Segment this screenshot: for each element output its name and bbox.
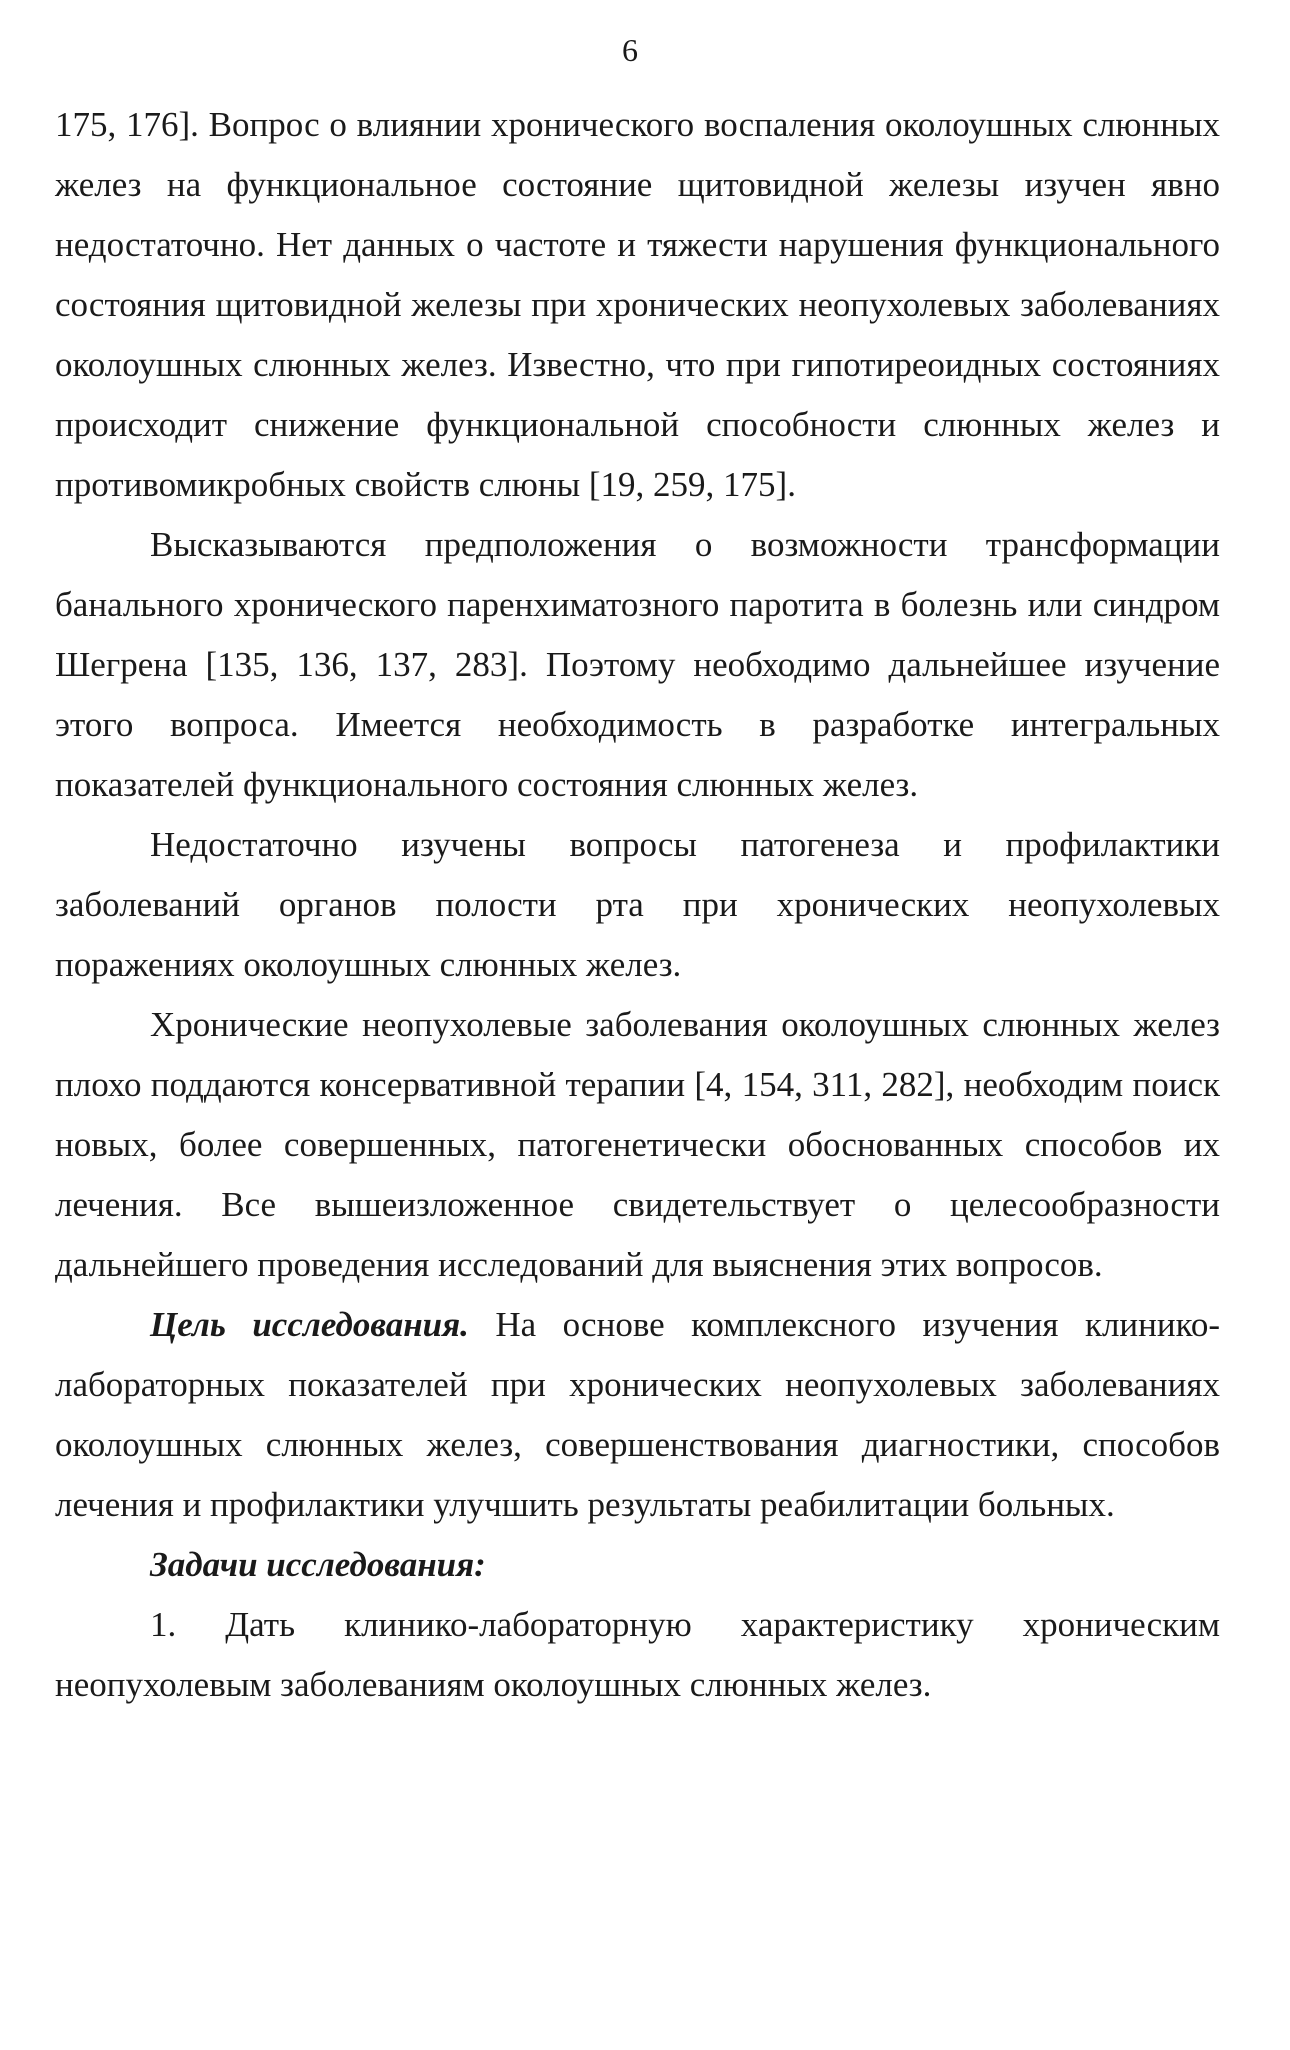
research-tasks-label: Задачи исследования: bbox=[150, 1545, 486, 1584]
paragraph-sjogren-hypothesis: Высказываются предположения о возможности трансформации банального хронического паренхиматозного паротита в болезнь или синдром Шегрена [135, 136, 137, 283]. Поэтому необходимо дальнейшее изучение этого вопроса. Имеется необходимость в разработке интегральных показателей функционального состояния слюнных желез. bbox=[55, 525, 1220, 804]
research-goal-text: На основе комплексного изучения клинико-лабораторных показателей при хронических неопухолевых заболеваниях околоушных слюнных желез, совершенствования диагностики, способов лечения и профилактики улучшить результаты реабилитации больных. bbox=[55, 1305, 1220, 1524]
page-number: 6 bbox=[622, 32, 638, 68]
paragraph-pathogenesis: Недостаточно изучены вопросы патогенеза и профилактики заболеваний органов полости рта при хронических неопухолевых поражениях околоушных слюнных желез. bbox=[55, 825, 1220, 984]
list-item-task-1 bbox=[55, 1595, 1220, 1715]
paragraph-tasks-heading bbox=[55, 1535, 1220, 1595]
task-1-text: Дать клинико-лабораторную характеристику хроническим неопухолевым заболеваниям околоушных слюнных желез. bbox=[55, 1605, 1220, 1704]
task-1-number: 1. bbox=[150, 1605, 177, 1644]
paragraph-therapy: Хронические неопухолевые заболевания околоушных слюнных желез плохо поддаются консервативной терапии [4, 154, 311, 282], необходим поиск новых, более совершенных, патогенетически обоснованных способов их лечения. Все вышеизложенное свидетельствует о целесообразности дальнейшего проведения исследований для выяснения этих вопросов. bbox=[55, 1005, 1220, 1284]
body-text bbox=[55, 95, 1220, 1715]
research-goal-label: Цель исследования. bbox=[150, 1305, 469, 1344]
paragraph-intro-continuation: 175, 176]. Вопрос о влиянии хронического воспаления околоушных слюнных желез на функциональное состояние щитовидной железы изучен явно недостаточно. Нет данных о частоте и тяжести нарушения функционального состояния щитовидной железы при хронических неопухолевых заболеваниях околоушных слюнных желез. Известно, что при гипотиреоидных состояниях происходит снижение функциональной способности слюнных желез и противомикробных свойств слюны [19, 259, 175]. bbox=[55, 105, 1220, 504]
paragraph-research-goal bbox=[55, 1295, 1220, 1535]
